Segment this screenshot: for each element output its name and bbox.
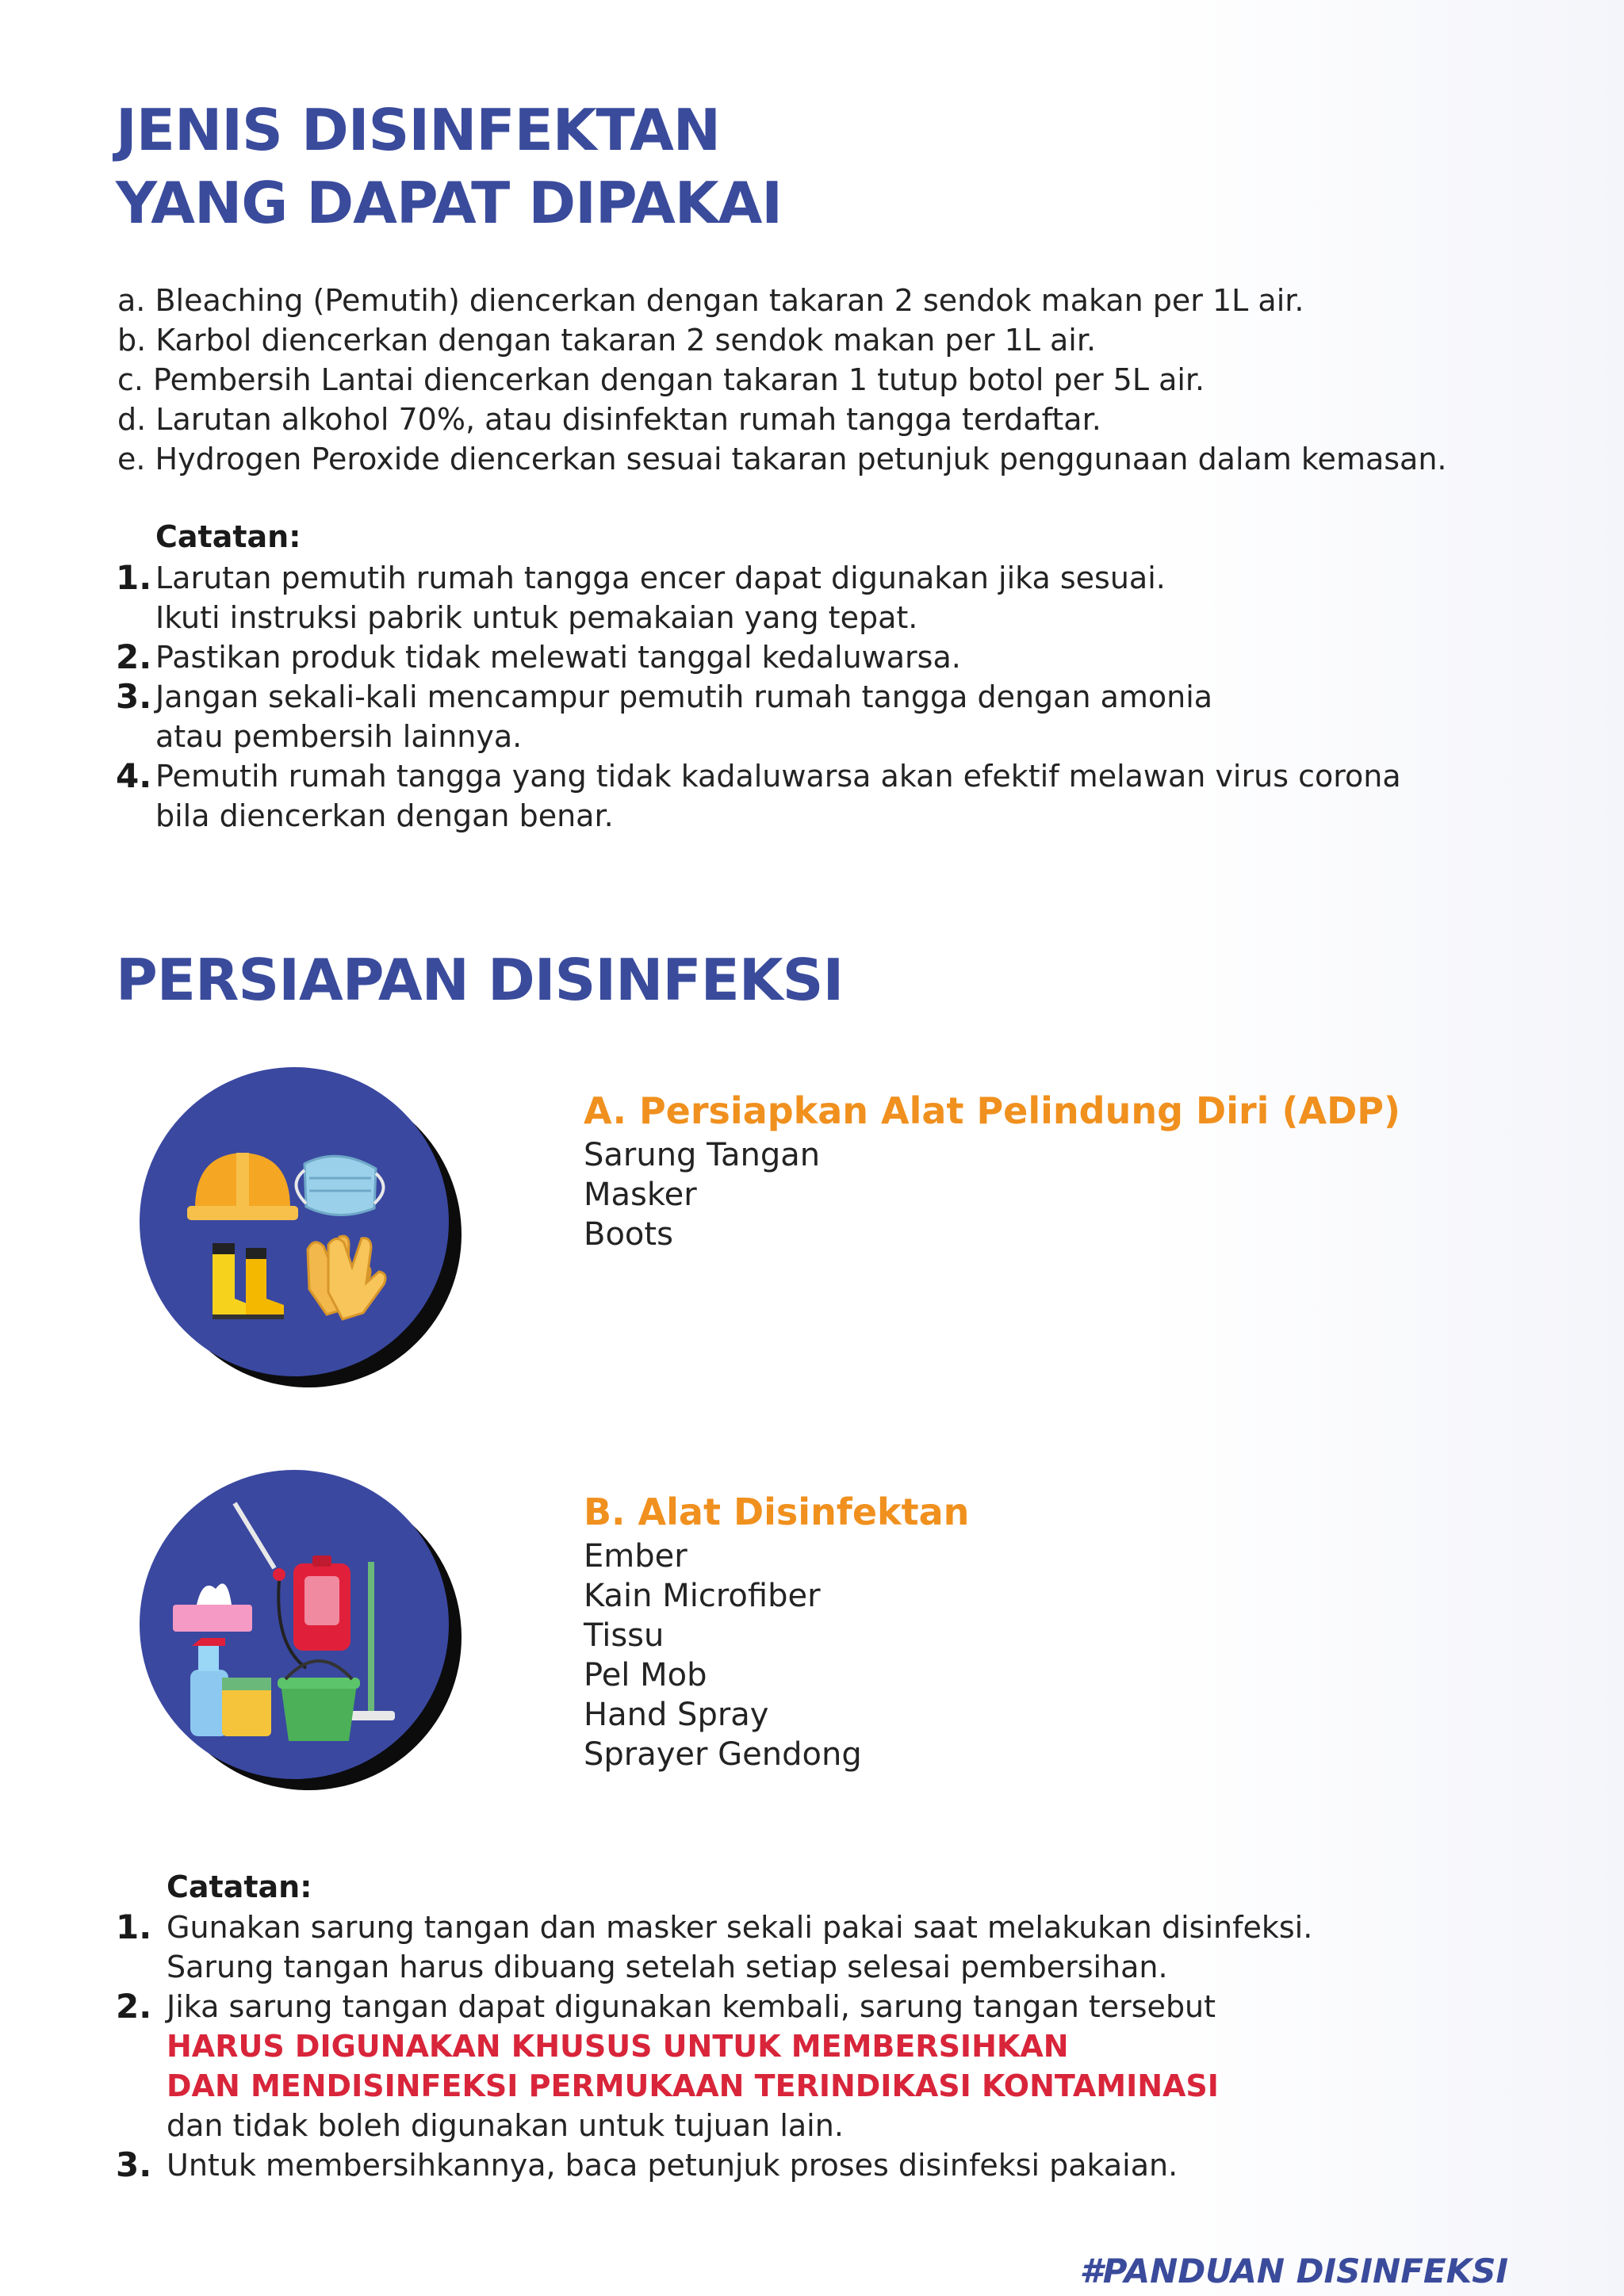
note-line: atau pembersih lainnya. xyxy=(155,719,523,754)
section1-title-line1: JENIS DISINFEKTAN xyxy=(116,97,721,163)
footer-hashtag: #PANDUAN DISINFEKSI xyxy=(1079,2252,1508,2290)
note-line: Pastikan produk tidak melewati tanggal kedaluwarsa. xyxy=(155,640,961,675)
list-item: Masker xyxy=(584,1177,697,1213)
note-line: bila diencerkan dengan benar. xyxy=(155,798,614,833)
note-line: Sarung tangan harus dibuang setelah setiap selesai pembersihan. xyxy=(167,1950,1168,1984)
note-line: Ikuti instruksi pabrik untuk pemakaian yang tepat. xyxy=(155,600,918,635)
note-warning-line: HARUS DIGUNAKAN KHUSUS UNTUK MEMBERSIHKAN xyxy=(167,2029,1069,2064)
note-item xyxy=(116,2145,1312,2185)
ppe-list xyxy=(584,1135,820,1254)
note-line: Larutan pemutih rumah tangga encer dapat digunakan jika sesuai. xyxy=(155,561,1166,595)
note-number: 3. xyxy=(116,2145,152,2184)
notes-list-2 xyxy=(116,1908,1313,2185)
list-item: Pel Mob xyxy=(584,1657,707,1693)
list-item: c. Pembersih Lantai diencerkan dengan takaran 1 tutup botol per 5L air. xyxy=(117,362,1205,397)
note-number: 2. xyxy=(116,637,152,676)
list-item: Sarung Tangan xyxy=(584,1137,821,1173)
note-number: 1. xyxy=(116,1908,152,1946)
list-item: Ember xyxy=(584,1538,688,1575)
note-item xyxy=(116,637,1401,677)
tools-list xyxy=(584,1536,862,1774)
notes-heading-2: Catatan: xyxy=(167,1869,312,1904)
note-item xyxy=(116,1908,1313,1987)
section1-title xyxy=(116,94,782,239)
boots-icon xyxy=(213,1243,284,1319)
gloves-icon xyxy=(308,1236,385,1319)
note-number: 3. xyxy=(116,677,152,716)
list-item: b. Karbol diencerkan dengan takaran 2 sendok makan per 1L air. xyxy=(117,323,1097,358)
tools-heading: B. Alat Disinfektan xyxy=(584,1490,970,1533)
note-number: 4. xyxy=(116,756,152,795)
note-number: 1. xyxy=(116,558,152,597)
section2-title: PERSIAPAN DISINFEKSI xyxy=(116,947,844,1013)
mop-icon xyxy=(349,1562,395,1720)
ppe-illustration xyxy=(140,1067,449,1376)
sponge-icon xyxy=(222,1678,271,1736)
face-mask-icon xyxy=(296,1156,383,1215)
tools-illustration xyxy=(140,1470,449,1779)
note-line: Gunakan sarung tangan dan masker sekali pakai saat melakukan disinfeksi. xyxy=(167,1910,1313,1945)
ppe-heading: A. Persiapkan Alat Pelindung Diri (ADP) xyxy=(584,1089,1400,1132)
note-number: 2. xyxy=(116,1987,152,2026)
list-item: Boots xyxy=(584,1216,673,1253)
section1-title-line2: YANG DAPAT DIPAKAI xyxy=(116,170,783,236)
bucket-icon xyxy=(278,1661,360,1741)
note-item xyxy=(116,1987,1312,2145)
hard-hat-icon xyxy=(187,1153,298,1220)
note-item xyxy=(116,677,1401,756)
note-item xyxy=(116,558,1401,637)
notes-heading-1: Catatan: xyxy=(155,519,301,554)
tissue-box-icon xyxy=(173,1583,252,1632)
note-line: Jika sarung tangan dapat digunakan kembali, sarung tangan tersebut xyxy=(167,1989,1216,2024)
list-item: Hand Spray xyxy=(584,1697,769,1733)
disinfectant-list xyxy=(117,281,1447,479)
list-item: e. Hydrogen Peroxide diencerkan sesuai takaran petunjuk penggunaan dalam kemasan. xyxy=(117,442,1447,476)
note-line: Untuk membersihkannya, baca petunjuk proses disinfeksi pakaian. xyxy=(167,2148,1178,2183)
note-line: Pemutih rumah tangga yang tidak kadaluwarsa akan efektif melawan virus corona xyxy=(155,759,1401,794)
backpack-sprayer-icon xyxy=(293,1556,350,1651)
note-line: dan tidak boleh digunakan untuk tujuan lain. xyxy=(167,2108,844,2143)
note-warning-line: DAN MENDISINFEKSI PERMUKAAN TERINDIKASI KONTAMINASI xyxy=(167,2068,1219,2103)
list-item: d. Larutan alkohol 70%, atau disinfektan rumah tangga terdaftar. xyxy=(117,402,1101,437)
note-line: Jangan sekali-kali mencampur pemutih rumah tangga dengan amonia xyxy=(155,679,1213,714)
list-item: a. Bleaching (Pemutih) diencerkan dengan takaran 2 sendok makan per 1L air. xyxy=(117,283,1304,318)
list-item: Tissu xyxy=(584,1617,665,1654)
list-item: Kain Microfiber xyxy=(584,1578,821,1614)
list-item: Sprayer Gendong xyxy=(584,1736,862,1773)
note-item xyxy=(116,756,1401,836)
notes-list-1 xyxy=(116,558,1401,836)
